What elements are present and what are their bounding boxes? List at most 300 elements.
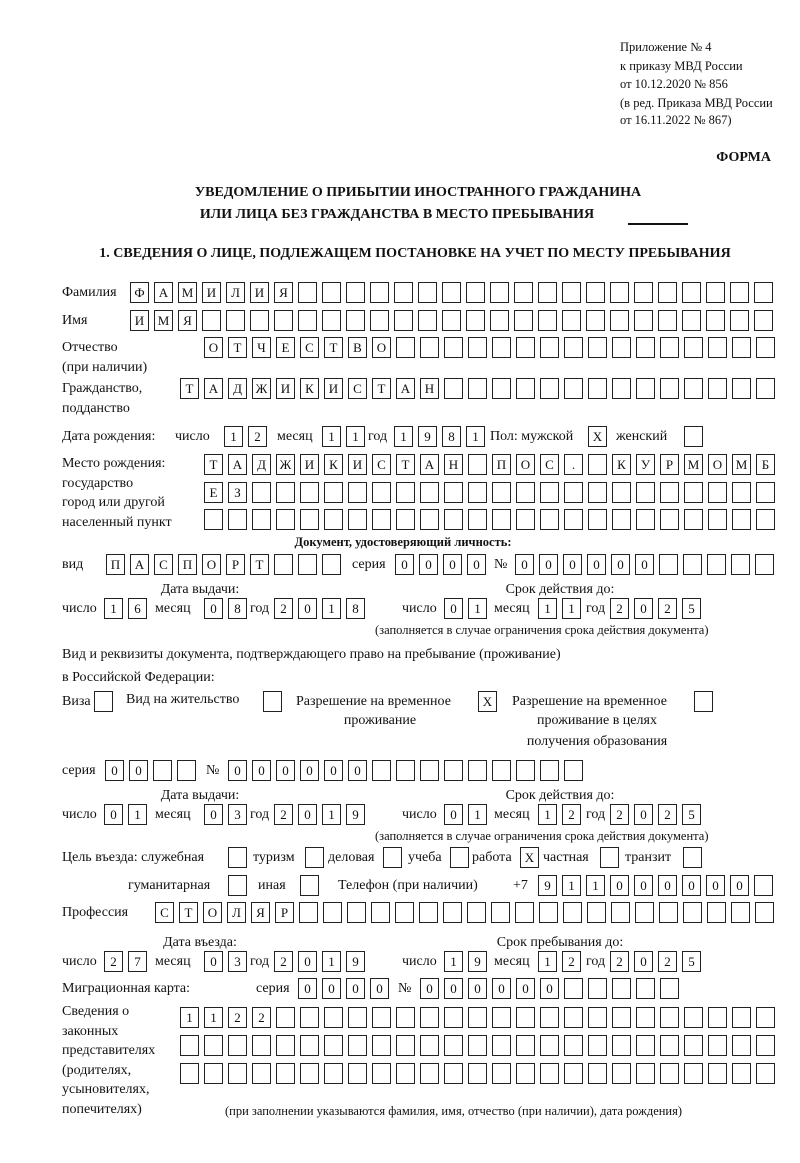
purpose-work-checkbox-cell[interactable]: X [520,847,539,868]
surname-cell[interactable]: Я [274,282,293,303]
surname-cell[interactable] [658,282,677,303]
residence-series-cell[interactable] [153,760,172,781]
birthplace-cell[interactable] [372,509,391,530]
profession-cell[interactable] [323,902,342,923]
surname-cell[interactable] [394,282,413,303]
sex-male-checkbox-cell[interactable]: X [588,426,607,447]
profession-cell[interactable]: О [203,902,222,923]
citizenship-cell[interactable]: И [276,378,295,399]
patronymic-cell[interactable] [516,337,535,358]
birthplace-cell[interactable]: Д [252,454,271,475]
patronymic-cell[interactable] [444,337,463,358]
birthplace-cell[interactable] [468,454,487,475]
month-cell[interactable]: 1 [538,598,557,619]
birthplace-cell[interactable]: И [300,454,319,475]
month-cell[interactable]: 1 [538,951,557,972]
day-cell[interactable]: 7 [128,951,147,972]
name-cell[interactable]: И [130,310,149,331]
year-cell[interactable]: 0 [634,598,653,619]
name-cell[interactable] [346,310,365,331]
representatives-cell[interactable] [756,1063,775,1084]
birthplace-cell[interactable]: Е [204,482,223,503]
patronymic-cell[interactable] [756,337,775,358]
representatives-cell[interactable] [420,1063,439,1084]
doc-number-cell[interactable]: 0 [611,554,630,575]
birthplace-cell[interactable]: Р [660,454,679,475]
birthplace-cell[interactable] [204,509,223,530]
representatives-cell[interactable] [660,1007,679,1028]
profession-cell[interactable] [563,902,582,923]
doc-number-cell[interactable]: 0 [635,554,654,575]
month-cell[interactable]: 3 [228,951,247,972]
purpose-tourism-checkbox-cell[interactable] [305,847,324,868]
doc-type-cell[interactable]: П [178,554,197,575]
name-cell[interactable] [754,310,773,331]
patronymic-cell[interactable] [588,337,607,358]
birthplace-cell[interactable]: З [228,482,247,503]
month-cell[interactable]: 3 [228,804,247,825]
birth-year-cell[interactable]: 1 [466,426,485,447]
temp-residence-edu-checkbox-cell[interactable] [694,691,713,712]
month-cell[interactable]: 0 [204,951,223,972]
phone-cell[interactable]: 0 [658,875,677,896]
birthplace-cell[interactable] [252,509,271,530]
representatives-cell[interactable] [444,1063,463,1084]
birthplace-cell[interactable] [732,509,751,530]
profession-cell[interactable]: Я [251,902,270,923]
migration-series-cell[interactable]: 0 [298,978,317,999]
representatives-cell[interactable] [564,1063,583,1084]
name-cell[interactable] [322,310,341,331]
patronymic-cell[interactable] [684,337,703,358]
migration-number-cell[interactable] [612,978,631,999]
name-cell[interactable] [658,310,677,331]
profession-cell[interactable] [419,902,438,923]
name-cell[interactable] [202,310,221,331]
representatives-cell[interactable] [492,1063,511,1084]
birthplace-cell[interactable]: К [612,454,631,475]
birthplace-cell[interactable] [444,482,463,503]
day-cell[interactable]: 9 [468,951,487,972]
citizenship-cell[interactable]: Ж [252,378,271,399]
year-cell[interactable]: 5 [682,804,701,825]
birthplace-cell[interactable]: Т [396,454,415,475]
patronymic-cell[interactable]: Т [324,337,343,358]
birthplace-cell[interactable] [468,482,487,503]
birthplace-cell[interactable]: П [492,454,511,475]
name-cell[interactable] [634,310,653,331]
birthplace-cell[interactable]: С [372,454,391,475]
citizenship-cell[interactable]: И [324,378,343,399]
citizenship-cell[interactable] [708,378,727,399]
birthplace-cell[interactable] [588,482,607,503]
surname-cell[interactable] [370,282,389,303]
birthplace-cell[interactable] [348,509,367,530]
birthplace-cell[interactable]: Б [756,454,775,475]
representatives-cell[interactable] [228,1035,247,1056]
surname-cell[interactable] [514,282,533,303]
birthplace-cell[interactable] [228,509,247,530]
profession-cell[interactable] [395,902,414,923]
citizenship-cell[interactable]: Т [372,378,391,399]
residence-number-cell[interactable] [420,760,439,781]
surname-cell[interactable] [754,282,773,303]
representatives-cell[interactable] [636,1035,655,1056]
doc-number-cell[interactable] [659,554,678,575]
residence-series-cell[interactable]: 0 [129,760,148,781]
name-cell[interactable] [730,310,749,331]
name-cell[interactable] [370,310,389,331]
birthplace-cell[interactable] [396,482,415,503]
year-cell[interactable]: 9 [346,951,365,972]
name-cell[interactable] [538,310,557,331]
representatives-cell[interactable] [444,1035,463,1056]
profession-cell[interactable] [539,902,558,923]
doc-number-cell[interactable] [683,554,702,575]
citizenship-cell[interactable] [660,378,679,399]
surname-cell[interactable] [418,282,437,303]
birthplace-cell[interactable]: . [564,454,583,475]
birthplace-cell[interactable] [684,482,703,503]
citizenship-cell[interactable]: К [300,378,319,399]
month-cell[interactable]: 0 [204,598,223,619]
surname-cell[interactable] [538,282,557,303]
year-cell[interactable]: 2 [274,598,293,619]
phone-cell[interactable]: 9 [538,875,557,896]
doc-series-cell[interactable]: 0 [467,554,486,575]
doc-number-cell[interactable]: 0 [587,554,606,575]
residence-number-cell[interactable] [516,760,535,781]
residence-number-cell[interactable]: 0 [324,760,343,781]
day-cell[interactable]: 6 [128,598,147,619]
representatives-cell[interactable] [756,1035,775,1056]
surname-cell[interactable] [634,282,653,303]
birthplace-cell[interactable] [492,509,511,530]
profession-cell[interactable]: Т [179,902,198,923]
year-cell[interactable]: 1 [322,804,341,825]
representatives-cell[interactable] [492,1007,511,1028]
birthplace-cell[interactable] [420,509,439,530]
representatives-cell[interactable]: 1 [180,1007,199,1028]
citizenship-cell[interactable]: А [396,378,415,399]
name-cell[interactable] [442,310,461,331]
name-cell[interactable]: Я [178,310,197,331]
representatives-cell[interactable] [660,1035,679,1056]
name-cell[interactable] [466,310,485,331]
representatives-cell[interactable] [612,1063,631,1084]
profession-cell[interactable] [299,902,318,923]
representatives-cell[interactable] [372,1063,391,1084]
patronymic-cell[interactable] [540,337,559,358]
phone-cell[interactable]: 0 [610,875,629,896]
citizenship-cell[interactable] [516,378,535,399]
representatives-cell[interactable] [396,1007,415,1028]
profession-cell[interactable]: Р [275,902,294,923]
representatives-cell[interactable] [348,1007,367,1028]
representatives-cell[interactable] [684,1007,703,1028]
representatives-cell[interactable] [348,1063,367,1084]
representatives-cell[interactable] [252,1035,271,1056]
doc-type-cell[interactable]: О [202,554,221,575]
representatives-cell[interactable] [684,1063,703,1084]
doc-type-cell[interactable] [322,554,341,575]
patronymic-cell[interactable] [396,337,415,358]
birthplace-cell[interactable]: У [636,454,655,475]
year-cell[interactable]: 2 [610,598,629,619]
representatives-cell[interactable] [468,1063,487,1084]
birthplace-cell[interactable] [588,509,607,530]
name-cell[interactable] [562,310,581,331]
citizenship-cell[interactable]: Д [228,378,247,399]
purpose-study-checkbox-cell[interactable] [450,847,469,868]
representatives-cell[interactable] [612,1035,631,1056]
doc-type-cell[interactable]: П [106,554,125,575]
month-cell[interactable]: 8 [228,598,247,619]
representatives-cell[interactable] [276,1007,295,1028]
residence-number-cell[interactable] [444,760,463,781]
citizenship-cell[interactable] [732,378,751,399]
representatives-cell[interactable] [372,1035,391,1056]
name-cell[interactable] [706,310,725,331]
phone-cell[interactable]: 0 [634,875,653,896]
birth-day-cell[interactable]: 2 [248,426,267,447]
birthplace-cell[interactable]: М [732,454,751,475]
name-cell[interactable] [586,310,605,331]
representatives-cell[interactable] [516,1035,535,1056]
phone-cell[interactable]: 0 [706,875,725,896]
profession-cell[interactable] [371,902,390,923]
representatives-cell[interactable] [636,1007,655,1028]
doc-series-cell[interactable]: 0 [395,554,414,575]
representatives-cell[interactable] [324,1063,343,1084]
representatives-cell[interactable] [252,1063,271,1084]
day-cell[interactable]: 1 [468,804,487,825]
purpose-private-checkbox-cell[interactable] [600,847,619,868]
doc-type-cell[interactable]: Т [250,554,269,575]
migration-number-cell[interactable]: 0 [468,978,487,999]
migration-number-cell[interactable] [660,978,679,999]
year-cell[interactable]: 0 [298,804,317,825]
representatives-cell[interactable] [348,1035,367,1056]
citizenship-cell[interactable] [468,378,487,399]
residence-number-cell[interactable] [372,760,391,781]
purpose-transit-checkbox-cell[interactable] [683,847,702,868]
migration-number-cell[interactable]: 0 [540,978,559,999]
doc-number-cell[interactable]: 0 [563,554,582,575]
representatives-cell[interactable] [300,1007,319,1028]
representatives-cell[interactable] [228,1063,247,1084]
representatives-cell[interactable] [444,1007,463,1028]
phone-cell[interactable]: 1 [562,875,581,896]
profession-cell[interactable] [467,902,486,923]
birthplace-cell[interactable] [540,509,559,530]
doc-type-cell[interactable]: А [130,554,149,575]
representatives-cell[interactable] [204,1063,223,1084]
patronymic-cell[interactable] [636,337,655,358]
doc-number-cell[interactable] [707,554,726,575]
birthplace-cell[interactable] [420,482,439,503]
surname-cell[interactable] [730,282,749,303]
representatives-cell[interactable] [396,1035,415,1056]
residence-number-cell[interactable] [564,760,583,781]
profession-cell[interactable]: С [155,902,174,923]
surname-cell[interactable] [298,282,317,303]
purpose-service-checkbox-cell[interactable] [228,847,247,868]
migration-series-cell[interactable]: 0 [346,978,365,999]
migration-number-cell[interactable] [588,978,607,999]
year-cell[interactable]: 5 [682,951,701,972]
representatives-cell[interactable] [180,1035,199,1056]
patronymic-cell[interactable] [612,337,631,358]
birthplace-cell[interactable]: К [324,454,343,475]
name-cell[interactable] [682,310,701,331]
year-cell[interactable]: 9 [346,804,365,825]
representatives-cell[interactable] [660,1063,679,1084]
year-cell[interactable]: 2 [610,804,629,825]
profession-cell[interactable]: Л [227,902,246,923]
surname-cell[interactable]: И [250,282,269,303]
representatives-cell[interactable] [540,1063,559,1084]
patronymic-cell[interactable] [420,337,439,358]
citizenship-cell[interactable] [492,378,511,399]
birthplace-cell[interactable]: И [348,454,367,475]
representatives-cell[interactable] [636,1063,655,1084]
profession-cell[interactable] [683,902,702,923]
name-cell[interactable]: М [154,310,173,331]
representatives-cell[interactable]: 2 [252,1007,271,1028]
day-cell[interactable]: 1 [128,804,147,825]
patronymic-cell[interactable] [660,337,679,358]
doc-number-cell[interactable] [731,554,750,575]
patronymic-cell[interactable]: О [372,337,391,358]
birthplace-cell[interactable] [564,482,583,503]
citizenship-cell[interactable] [540,378,559,399]
birthplace-cell[interactable] [300,482,319,503]
profession-cell[interactable] [347,902,366,923]
birthplace-cell[interactable] [612,482,631,503]
birth-year-cell[interactable]: 1 [394,426,413,447]
birthplace-cell[interactable] [516,482,535,503]
birthplace-cell[interactable]: Ж [276,454,295,475]
representatives-cell[interactable] [324,1035,343,1056]
phone-cell[interactable]: 0 [730,875,749,896]
representatives-cell[interactable] [732,1007,751,1028]
year-cell[interactable]: 8 [346,598,365,619]
year-cell[interactable]: 2 [610,951,629,972]
birthplace-cell[interactable]: А [420,454,439,475]
residence-series-cell[interactable]: 0 [105,760,124,781]
profession-cell[interactable] [635,902,654,923]
representatives-cell[interactable] [300,1035,319,1056]
profession-cell[interactable] [587,902,606,923]
citizenship-cell[interactable] [756,378,775,399]
surname-cell[interactable]: М [178,282,197,303]
patronymic-cell[interactable] [492,337,511,358]
birthplace-cell[interactable] [252,482,271,503]
name-cell[interactable] [250,310,269,331]
doc-type-cell[interactable]: С [154,554,173,575]
surname-cell[interactable] [322,282,341,303]
birthplace-cell[interactable] [564,509,583,530]
birthplace-cell[interactable] [684,509,703,530]
representatives-cell[interactable] [420,1035,439,1056]
name-cell[interactable] [490,310,509,331]
surname-cell[interactable] [586,282,605,303]
profession-cell[interactable] [611,902,630,923]
surname-cell[interactable]: Ф [130,282,149,303]
day-cell[interactable]: 1 [468,598,487,619]
patronymic-cell[interactable] [564,337,583,358]
birthplace-cell[interactable] [756,509,775,530]
birth-year-cell[interactable]: 8 [442,426,461,447]
birthplace-cell[interactable] [636,482,655,503]
representatives-cell[interactable] [732,1063,751,1084]
surname-cell[interactable] [490,282,509,303]
year-cell[interactable]: 0 [298,598,317,619]
surname-cell[interactable]: А [154,282,173,303]
temp-residence-checkbox-cell[interactable]: X [478,691,497,712]
birthplace-cell[interactable] [732,482,751,503]
representatives-cell[interactable] [396,1063,415,1084]
purpose-other-checkbox-cell[interactable] [300,875,319,896]
representatives-cell[interactable] [732,1035,751,1056]
migration-number-cell[interactable] [564,978,583,999]
migration-series-cell[interactable]: 0 [370,978,389,999]
representatives-cell[interactable] [708,1035,727,1056]
patronymic-cell[interactable]: В [348,337,367,358]
birthplace-cell[interactable] [300,509,319,530]
birthplace-cell[interactable] [756,482,775,503]
residence-number-cell[interactable]: 0 [276,760,295,781]
purpose-business-checkbox-cell[interactable] [383,847,402,868]
doc-series-cell[interactable]: 0 [419,554,438,575]
name-cell[interactable] [274,310,293,331]
representatives-cell[interactable] [276,1063,295,1084]
birthplace-cell[interactable] [372,482,391,503]
residence-number-cell[interactable] [492,760,511,781]
name-cell[interactable] [514,310,533,331]
migration-number-cell[interactable] [636,978,655,999]
migration-series-cell[interactable]: 0 [322,978,341,999]
representatives-cell[interactable]: 1 [204,1007,223,1028]
surname-cell[interactable] [562,282,581,303]
residence-number-cell[interactable]: 0 [252,760,271,781]
migration-number-cell[interactable]: 0 [444,978,463,999]
representatives-cell[interactable] [564,1007,583,1028]
surname-cell[interactable] [442,282,461,303]
birthplace-cell[interactable] [588,454,607,475]
doc-series-cell[interactable]: 0 [443,554,462,575]
profession-cell[interactable] [659,902,678,923]
representatives-cell[interactable]: 2 [228,1007,247,1028]
representatives-cell[interactable] [468,1035,487,1056]
citizenship-cell[interactable] [588,378,607,399]
month-cell[interactable]: 2 [562,951,581,972]
doc-type-cell[interactable] [298,554,317,575]
representatives-cell[interactable] [324,1007,343,1028]
representatives-cell[interactable] [420,1007,439,1028]
month-cell[interactable]: 2 [562,804,581,825]
doc-number-cell[interactable]: 0 [515,554,534,575]
patronymic-cell[interactable]: Е [276,337,295,358]
representatives-cell[interactable] [276,1035,295,1056]
doc-type-cell[interactable] [274,554,293,575]
patronymic-cell[interactable]: О [204,337,223,358]
representatives-cell[interactable] [708,1063,727,1084]
representatives-cell[interactable] [588,1007,607,1028]
representatives-cell[interactable] [564,1035,583,1056]
representatives-cell[interactable] [708,1007,727,1028]
